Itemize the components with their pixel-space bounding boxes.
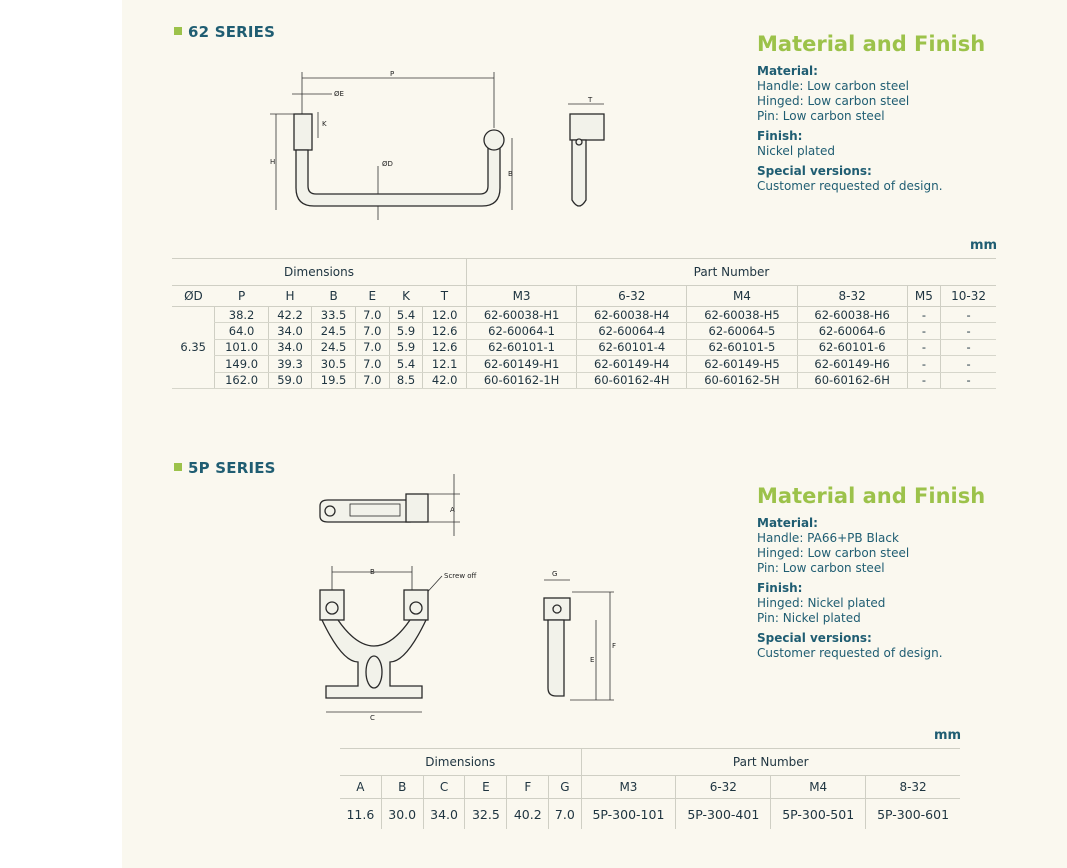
- dim-g-label: G: [552, 570, 558, 578]
- od-value: 6.35: [172, 307, 215, 389]
- col-m3: M3: [466, 286, 576, 307]
- table-cell: 62-60149-H1: [466, 356, 576, 372]
- table-cell: 60-60162-1H: [466, 372, 576, 388]
- col-k: K: [389, 286, 423, 307]
- dim-p-label: P: [390, 70, 395, 78]
- table-cell: 30.5: [312, 356, 356, 372]
- table-cell: 12.1: [423, 356, 467, 372]
- table-cell: 62-60064-6: [797, 323, 907, 339]
- material-finish-title: Material and Finish: [757, 484, 986, 508]
- table-cell: 7.0: [355, 307, 389, 323]
- table-cell: -: [907, 307, 940, 323]
- series-5p-front-drawing: [312, 562, 492, 724]
- series-5p-table: [340, 748, 960, 829]
- table-cell: -: [907, 356, 940, 372]
- table-cell: 162.0: [215, 372, 268, 388]
- table-cell: 60-60162-6H: [797, 372, 907, 388]
- dimensions-header: Dimensions: [340, 749, 581, 776]
- table-cell: 5P-300-101: [581, 799, 676, 830]
- series-5p-heading: [174, 459, 276, 477]
- dim-h-label: H: [270, 158, 276, 166]
- table-cell: 5.9: [389, 339, 423, 355]
- table-cell: -: [907, 323, 940, 339]
- col-h: H: [268, 286, 312, 307]
- table-cell: -: [907, 372, 940, 388]
- dim-a-label: A: [450, 506, 455, 514]
- col-t: T: [423, 286, 467, 307]
- series-62-material-finish: [757, 32, 1057, 194]
- col-10-32: 10-32: [941, 286, 996, 307]
- table-cell: 5.4: [389, 356, 423, 372]
- material-hinged: Hinged: Low carbon steel: [757, 546, 910, 560]
- table-cell: 62-60101-6: [797, 339, 907, 355]
- col-b: B: [312, 286, 356, 307]
- dim-c-label: C: [370, 714, 375, 722]
- table-cell: 5P-300-501: [771, 799, 866, 830]
- col-m5: M5: [907, 286, 940, 307]
- table-cell: 7.0: [355, 323, 389, 339]
- dim-t-label: T: [588, 96, 593, 104]
- material-heading: Material:: [757, 516, 818, 530]
- table-cell: 7.0: [355, 372, 389, 388]
- table-cell: 149.0: [215, 356, 268, 372]
- bullet-square-icon: [174, 463, 182, 471]
- finish-value: Nickel plated: [757, 144, 835, 158]
- table-cell: 7.0: [355, 356, 389, 372]
- table-row: [172, 323, 996, 339]
- material-finish-title: Material and Finish: [757, 32, 986, 56]
- table-cell: 101.0: [215, 339, 268, 355]
- table-cell: 12.6: [423, 323, 467, 339]
- table-cell: 62-60101-1: [466, 339, 576, 355]
- table-cell: 7.0: [549, 799, 581, 830]
- material-handle: Handle: PA66+PB Black: [757, 531, 899, 545]
- dim-e-label: ØE: [334, 90, 344, 98]
- material-hinged: Hinged: Low carbon steel: [757, 94, 910, 108]
- col-g: G: [549, 776, 581, 799]
- table-cell: 19.5: [312, 372, 356, 388]
- series-62-heading: [174, 23, 275, 41]
- col-a: A: [340, 776, 381, 799]
- table-cell: 42.0: [423, 372, 467, 388]
- table-cell: 5.4: [389, 307, 423, 323]
- dim-k-label: K: [322, 120, 327, 128]
- bullet-square-icon: [174, 27, 182, 35]
- col-od: ØD: [172, 286, 215, 307]
- table-cell: -: [941, 372, 996, 388]
- col-8-32: 8-32: [866, 776, 960, 799]
- series-62-unit: mm: [970, 238, 998, 253]
- special-heading: Special versions:: [757, 631, 872, 645]
- finish-heading: Finish:: [757, 129, 803, 143]
- col-e: E: [465, 776, 507, 799]
- table-cell: -: [907, 339, 940, 355]
- dim-f-label: F: [612, 642, 617, 650]
- dim-b-label: B: [508, 170, 513, 178]
- table-cell: 38.2: [215, 307, 268, 323]
- col-f: F: [507, 776, 549, 799]
- col-e: E: [355, 286, 389, 307]
- series-62-table: [172, 258, 996, 389]
- table-cell: 5P-300-601: [866, 799, 960, 830]
- col-b: B: [381, 776, 423, 799]
- table-cell: -: [941, 339, 996, 355]
- series-5p-top-drawing: [310, 470, 470, 540]
- table-cell: 62-60038-H5: [687, 307, 797, 323]
- table-cell: 34.0: [423, 799, 465, 830]
- series-62-front-drawing: [262, 66, 522, 226]
- col-6-32: 6-32: [577, 286, 687, 307]
- table-cell: 60-60162-4H: [577, 372, 687, 388]
- material-heading: Material:: [757, 64, 818, 78]
- table-row: [172, 339, 996, 355]
- special-value: Customer requested of design.: [757, 646, 943, 660]
- dim-d-label: ØD: [382, 160, 393, 168]
- table-cell: -: [941, 307, 996, 323]
- part-number-header: Part Number: [466, 259, 996, 286]
- table-cell: 24.5: [312, 323, 356, 339]
- series-62-title: 62 SERIES: [188, 23, 276, 41]
- table-cell: 34.0: [268, 323, 312, 339]
- table-row: [172, 372, 996, 388]
- table-cell: -: [941, 356, 996, 372]
- material-pin: Pin: Low carbon steel: [757, 109, 885, 123]
- table-cell: 40.2: [507, 799, 549, 830]
- part-number-header: Part Number: [581, 749, 960, 776]
- special-heading: Special versions:: [757, 164, 872, 178]
- col-6-32: 6-32: [676, 776, 771, 799]
- special-value: Customer requested of design.: [757, 179, 943, 193]
- finish-heading: Finish:: [757, 581, 803, 595]
- table-cell: 5.9: [389, 323, 423, 339]
- table-cell: 7.0: [355, 339, 389, 355]
- table-cell: 12.6: [423, 339, 467, 355]
- finish-hinged: Hinged: Nickel plated: [757, 596, 886, 610]
- col-8-32: 8-32: [797, 286, 907, 307]
- material-handle: Handle: Low carbon steel: [757, 79, 909, 93]
- series-62-side-drawing: [560, 92, 620, 218]
- table-cell: 62-60101-4: [577, 339, 687, 355]
- table-cell: 62-60149-H6: [797, 356, 907, 372]
- table-cell: 8.5: [389, 372, 423, 388]
- series-5p-side-drawing: [530, 562, 630, 712]
- table-cell: 64.0: [215, 323, 268, 339]
- material-pin: Pin: Low carbon steel: [757, 561, 885, 575]
- table-cell: 62-60038-H4: [577, 307, 687, 323]
- series-5p-unit: mm: [934, 728, 962, 743]
- col-m3: M3: [581, 776, 676, 799]
- table-cell: 5P-300-401: [676, 799, 771, 830]
- series-5p-title: 5P SERIES: [188, 459, 276, 477]
- table-cell: 32.5: [465, 799, 507, 830]
- table-row: [172, 307, 996, 323]
- dim-e-label: E: [590, 656, 595, 664]
- table-cell: 62-60064-1: [466, 323, 576, 339]
- table-cell: 11.6: [346, 806, 375, 822]
- table-cell: 59.0: [268, 372, 312, 388]
- table-cell: 60-60162-5H: [687, 372, 797, 388]
- col-p: P: [215, 286, 268, 307]
- table-row: [172, 356, 996, 372]
- table-cell: 24.5: [312, 339, 356, 355]
- table-cell: 34.0: [268, 339, 312, 355]
- table-cell: 62-60064-5: [687, 323, 797, 339]
- series-5p-material-finish: [757, 484, 1057, 661]
- table-cell: 30.0: [381, 799, 423, 830]
- table-cell: 42.2: [268, 307, 312, 323]
- table-cell: 62-60101-5: [687, 339, 797, 355]
- table-row: [340, 799, 960, 830]
- table-cell: 62-60149-H4: [577, 356, 687, 372]
- table-cell: 62-60149-H5: [687, 356, 797, 372]
- screw-off-label: Screw off: [444, 572, 477, 580]
- col-m4: M4: [771, 776, 866, 799]
- col-m4: M4: [687, 286, 797, 307]
- col-c: C: [423, 776, 465, 799]
- table-cell: 62-60038-H1: [466, 307, 576, 323]
- dimensions-header: Dimensions: [172, 259, 466, 286]
- table-cell: -: [941, 323, 996, 339]
- table-cell: 39.3: [268, 356, 312, 372]
- dim-b-label: B: [370, 568, 375, 576]
- table-cell: 12.0: [423, 307, 467, 323]
- table-cell: 62-60038-H6: [797, 307, 907, 323]
- table-cell: 33.5: [312, 307, 356, 323]
- table-cell: 62-60064-4: [577, 323, 687, 339]
- finish-pin: Pin: Nickel plated: [757, 611, 861, 625]
